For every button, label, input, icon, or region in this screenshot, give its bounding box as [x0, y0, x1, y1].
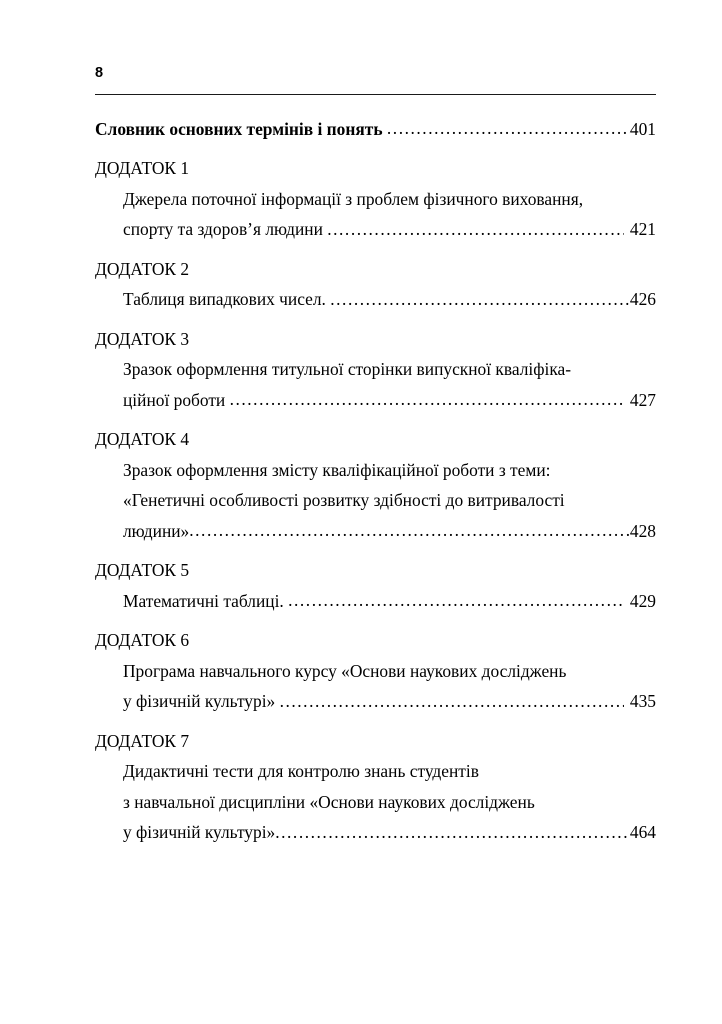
toc-line[interactable] [95, 114, 656, 145]
dot-leader [275, 817, 630, 848]
toc-entry [95, 153, 656, 245]
toc-line-text: у фізичній культурі» [123, 691, 280, 711]
toc-line-text: Таблиця випадкових чисел. [123, 289, 331, 309]
toc-entry-heading[interactable]: ДОДАТОК 3 [95, 328, 190, 349]
toc-line[interactable] [95, 686, 656, 717]
dot-leader [280, 686, 624, 717]
toc-line[interactable] [95, 516, 656, 547]
toc-page-number[interactable]: 421 [629, 219, 656, 239]
toc-entry-heading[interactable]: ДОДАТОК 4 [95, 429, 190, 449]
dot-leader [288, 585, 624, 616]
toc-line[interactable] [95, 656, 656, 687]
dot-leader [330, 284, 630, 315]
toc-entry [95, 625, 656, 717]
table-of-contents [95, 114, 656, 848]
toc-line-text: Дидактичні тести для контролю знань студентів [123, 761, 479, 781]
toc-page-number[interactable]: 435 [629, 691, 656, 711]
dot-leader [327, 214, 624, 245]
toc-line[interactable] [95, 485, 656, 516]
toc-entry [95, 555, 656, 616]
dot-leader [387, 113, 630, 144]
toc-page-number[interactable]: 427 [629, 389, 656, 410]
toc-line-text: Словник основних термінів і понять [95, 118, 387, 139]
toc-page-number[interactable]: 428 [629, 520, 656, 541]
dot-leader [189, 515, 630, 546]
toc-entry [95, 254, 656, 315]
toc-page-number[interactable]: 429 [629, 590, 656, 611]
toc-entry-heading[interactable]: ДОДАТОК 7 [95, 730, 190, 751]
toc-entry-heading[interactable]: ДОДАТОК 5 [95, 560, 190, 580]
toc-line[interactable] [95, 817, 656, 848]
toc-entry-heading[interactable]: ДОДАТОК 1 [95, 158, 190, 178]
header-rule [95, 94, 656, 95]
toc-entry [95, 726, 656, 848]
toc-line[interactable] [95, 284, 656, 315]
toc-line-text: Зразок оформлення змісту кваліфікаційної роботи з теми: [123, 459, 551, 480]
page-content [95, 66, 656, 848]
toc-line-text: спорту та здоров’я людини [123, 219, 328, 239]
dot-leader [230, 384, 624, 415]
toc-line-text: з навчальної дисципліни «Основи наукових досліджень [123, 791, 535, 812]
toc-line-text: Програма навчального курсу «Основи наукових досліджень [123, 660, 567, 681]
toc-entry-heading[interactable]: ДОДАТОК 6 [95, 630, 190, 650]
toc-page-number[interactable]: 401 [629, 118, 656, 139]
toc-line-text: людини» [123, 520, 190, 541]
toc-line[interactable] [95, 455, 656, 486]
toc-line[interactable] [95, 756, 656, 787]
toc-line-text: Математичні таблиці. [123, 590, 289, 611]
toc-entry [95, 424, 656, 546]
toc-line-text: Зразок оформлення титульної сторінки випускної кваліфіка- [123, 359, 572, 379]
toc-line-text: у фізичній культурі» [123, 822, 276, 842]
toc-line-text: «Генетичні особливості розвитку здібності до витривалості [123, 490, 565, 510]
toc-line[interactable] [95, 214, 656, 245]
toc-line[interactable] [95, 586, 656, 617]
toc-page-number[interactable]: 464 [629, 822, 656, 842]
toc-line[interactable] [95, 354, 656, 385]
toc-line-text: Джерела поточної інформації з проблем фізичного виховання, [123, 188, 584, 209]
toc-entry [95, 114, 656, 145]
toc-line[interactable] [95, 787, 656, 818]
toc-page-number[interactable]: 426 [629, 289, 656, 309]
page-number-folio: 8 [95, 65, 104, 81]
toc-line[interactable] [95, 184, 656, 215]
toc-entry [95, 324, 656, 416]
toc-entry-heading[interactable]: ДОДАТОК 2 [95, 258, 190, 279]
toc-line-text: ційної роботи [123, 389, 230, 410]
toc-line[interactable] [95, 385, 656, 416]
